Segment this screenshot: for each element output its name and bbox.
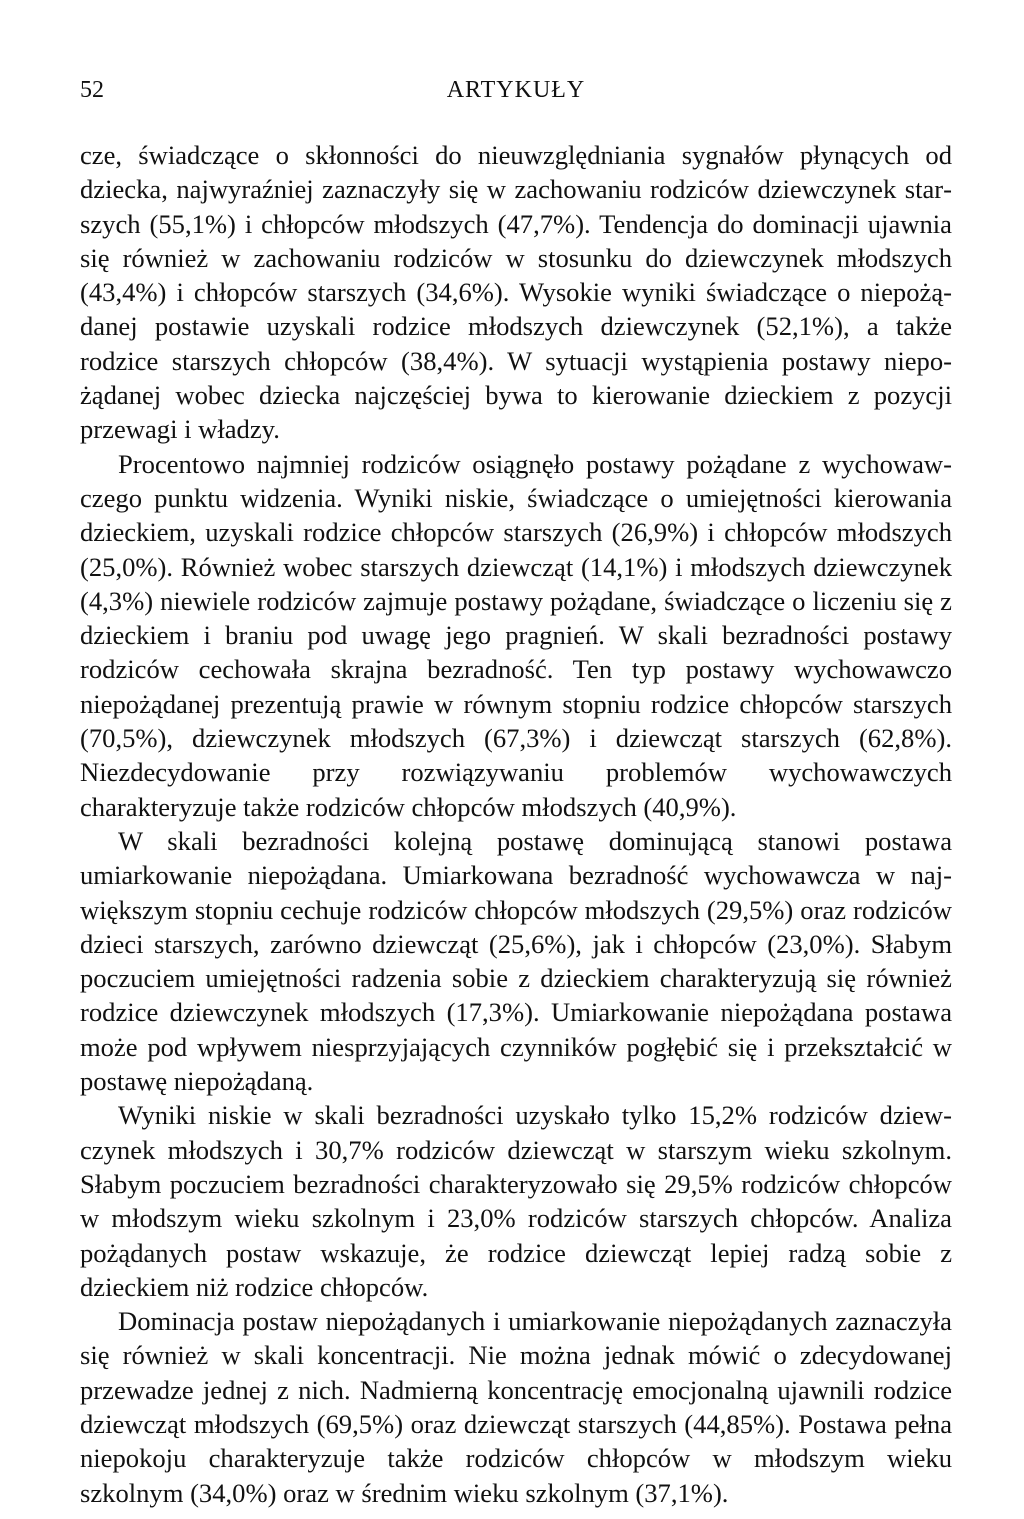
page-number: 52: [80, 77, 104, 103]
document-page: [80, 70, 952, 1510]
paragraph-4: Wyniki niskie w skali bezradności uzyskało tylko 15,2% rodziców dziewczynek młodszych i 30,7% rodziców dziewcząt w starszym wieku szkolnym. Słabym poczuciem bezradności charakteryzowało się 29,5% rodziców chłopców w młodszym wieku szkolnym i 23,0% rodziców starszych chłopców. Analiza pożądanych postaw wskazuje, że rodzice dziewcząt lepiej radzą sobie z dzieckiem niż rodzice chłopców.: [80, 1100, 952, 1302]
paragraph-5: Dominacja postaw niepożądanych i umiarkowanie niepożądanych zaznaczyła się również w skali koncentracji. Nie można jednak mówić o zdecydowanej przewadze jednej z nich. Nadmierną koncentrację emocjonalną ujawnili rodzice dziewcząt młodszych (69,5%) oraz dziewcząt starszych (44,85%). Postawa pełna niepokoju charakteryzuje także rodziców chłopców w młodszym wieku szkolnym (34,0%) oraz w średnim wieku szkolnym (37,1%).: [80, 1306, 952, 1508]
page-header: [80, 70, 952, 110]
running-head: ARTYKUŁY: [446, 77, 586, 103]
article-body: [80, 138, 952, 1510]
paragraph-3: W skali bezradności kolejną postawę dominującą stanowi postawa umiarkowanie niepożądana. Umiarkowana bezradność wychowawcza w największym stopniu cechuje rodziców chłopców młodszych (29,5%) oraz rodziców dzieci starszych, zarówno dziewcząt (25,6%), jak i chłopców (23,0%). Słabym poczuciem umiejętności radzenia sobie z dzieckiem charakteryzują się również rodzice dziewczynek młodszych (17,3%). Umiarkowanie niepożądana postawa może pod wpływem niesprzyjających czynników pogłębić się i przekształcić w postawę niepożądaną.: [80, 825, 952, 1097]
paragraph-1: cze, świadczące o skłonności do nieuwzględniania sygnałów płynących od dziecka, najwyraźniej zaznaczyły się w zachowaniu rodziców dziewczynek starszych (55,1%) i chłopców młodszych (47,7%). Tendencja do dominacji ujawnia się również w zachowaniu rodziców w stosunku do dziewczynek młodszych (43,4%) i chłopców starszych (34,6%). Wysokie wyniki świadczące o niepożądanej postawie uzyskali rodzice młodszych dziewczynek (52,1%), a także rodzice starszych chłopców (38,4%). W sytuacji wystąpienia postawy niepożądanej wobec dziecka najczęściej bywa to kierowanie dzieckiem z pozycji przewagi i władzy.: [80, 140, 952, 445]
paragraph-2: Procentowo najmniej rodziców osiągnęło postawy pożądane z wychowawczego punktu widzenia. Wyniki niskie, świadczące o umiejętności kierowania dzieckiem, uzyskali rodzice chłopców starszych (26,9%) i chłopców młodszych (25,0%). Również wobec starszych dziewcząt (14,1%) i młodszych dziewczynek (4,3%) niewiele rodziców zajmuje postawy pożądane, świadczące o liczeniu się z dzieckiem i braniu pod uwagę jego pragnień. W skali bezradności postawy rodziców cechowała skrajna bezradność. Ten typ postawy wychowawczo niepożądanej prezentują prawie w równym stopniu rodzice chłopców starszych (70,5%), dziewczynek młodszych (67,3%) i dziewcząt starszych (62,8%). Niezdecydowanie przy rozwiązywaniu problemów wychowawczych charakteryzuje także rodziców chłopców młodszych (40,9%).: [80, 448, 952, 822]
